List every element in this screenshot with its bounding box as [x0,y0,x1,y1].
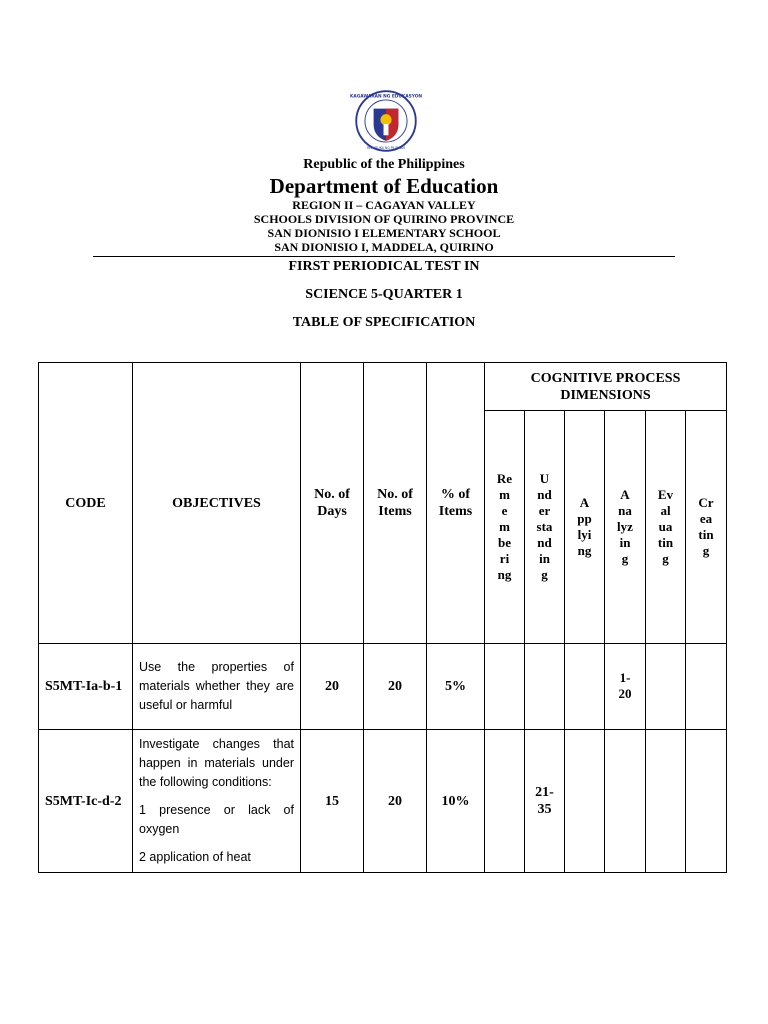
header-percent-of-items: % of Items [427,363,485,644]
header-remembering: Remembering [485,411,525,644]
header-analyzing: Analyzing [605,411,646,644]
header-no-of-days: No. of Days [301,363,364,644]
row-evaluating [646,644,686,730]
row-analyzing: 1-20 [605,644,646,730]
row-percent: 10% [427,730,485,873]
department-name: Department of Education [269,174,499,198]
header-evaluating: Evaluating [646,411,686,644]
table-of-specification [38,362,727,873]
seal-text-top: KAGAWARAN NG EDUKASYON [350,94,422,100]
deped-seal-logo [350,90,422,152]
row-objective: Use the properties of materials whether they are useful or harmful [133,644,301,730]
row-code: S5MT-Ic-d-2 [39,730,133,873]
row-code: S5MT-Ia-b-1 [39,644,133,730]
test-title-line3: TABLE OF SPECIFICATION [292,315,476,330]
row-applying [565,730,605,873]
republic-line: Republic of the Philippines [303,157,465,172]
row-applying [565,644,605,730]
region-line: REGION II – CAGAYAN VALLEY [292,198,476,212]
row-analyzing [605,730,646,873]
row-percent: 5% [427,644,485,730]
row-days: 15 [301,730,364,873]
header-cognitive-dimensions: COGNITIVE PROCESS DIMENSIONS [485,363,727,411]
row-evaluating [646,730,686,873]
row-creating [686,644,727,730]
row-understanding [525,644,565,730]
row-understanding: 21-35 [525,730,565,873]
row-remembering [485,730,525,873]
header-understanding: Understanding [525,411,565,644]
header-no-of-items: No. of Items [364,363,427,644]
row-objective: Investigate changes that happen in materials under the following conditions: 1 presence or lack of oxygen 2 application of heat [133,730,301,873]
row-items: 20 [364,644,427,730]
header-creating: Creating [686,411,727,644]
row-creating [686,730,727,873]
table-row [39,730,727,873]
row-remembering [485,644,525,730]
row-items: 20 [364,730,427,873]
seal-text-bottom: REPUBLIKA NG PILIPINAS [366,145,406,150]
header-code: CODE [39,363,133,644]
division-line: SCHOOLS DIVISION OF QUIRINO PROVINCE [253,212,515,226]
row-days: 20 [301,644,364,730]
test-title-line2: SCIENCE 5-QUARTER 1 [305,287,463,302]
school-line: SAN DIONISIO I ELEMENTARY SCHOOL [267,226,501,240]
header-divider [93,256,675,257]
header-objectives: OBJECTIVES [133,363,301,644]
test-title-line1: FIRST PERIODICAL TEST IN [288,259,480,274]
header-applying: Applying [565,411,605,644]
address-line: SAN DIONISIO I, MADDELA, QUIRINO [274,240,494,254]
table-row [39,644,727,730]
